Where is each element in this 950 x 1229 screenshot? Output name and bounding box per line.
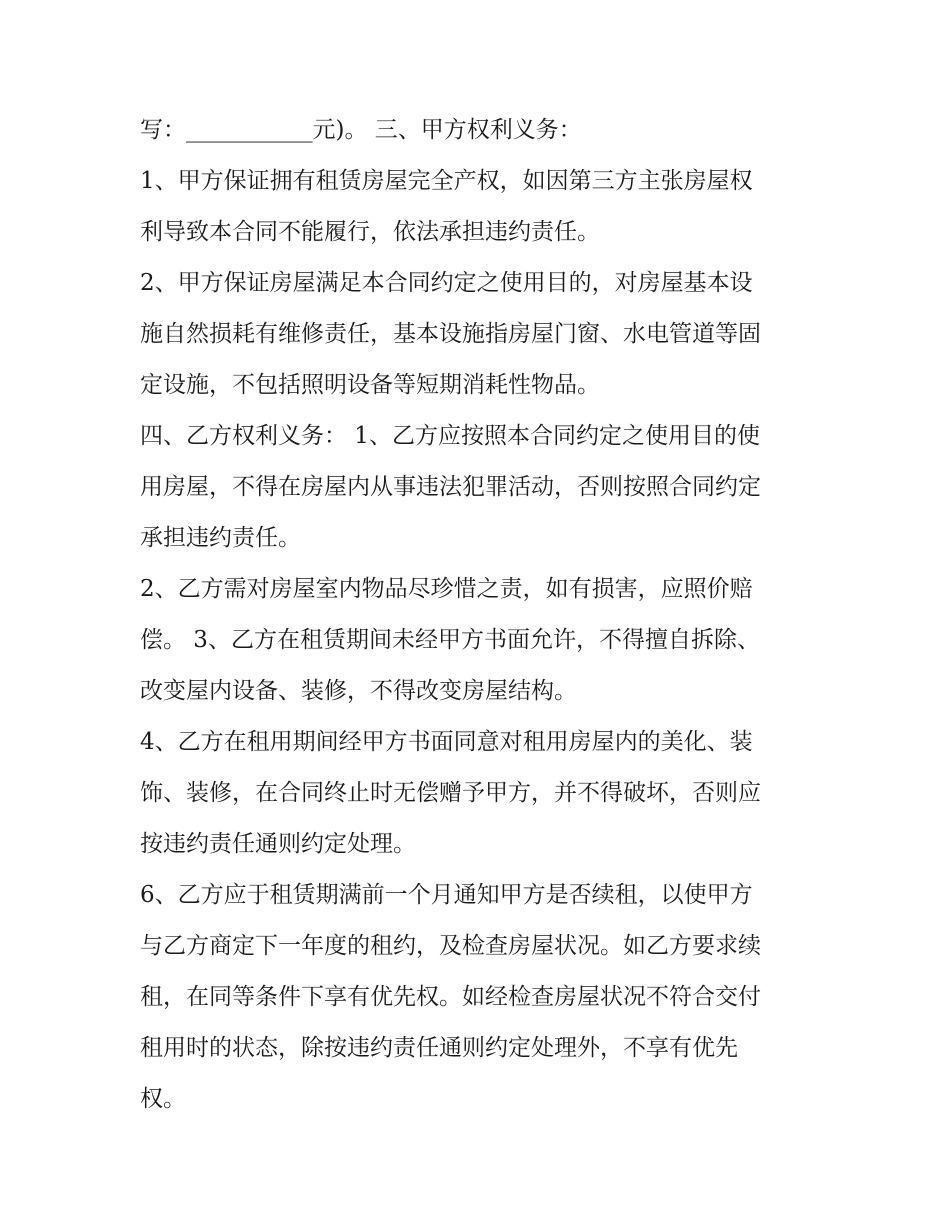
text-line: 权。: [140, 1086, 186, 1112]
text-line: 按违约责任通则约定处理。: [140, 831, 416, 857]
text-line: 6、乙方应于租赁期满前一个月通知甲方是否续租，以使甲方: [140, 882, 753, 908]
text-line: 定设施，不包括照明设备等短期消耗性物品。: [140, 372, 600, 398]
text-line: 改变屋内设备、装修，不得改变房屋结构。: [140, 678, 577, 704]
text-line: 用房屋，不得在房屋内从事违法犯罪活动，否则按照合同约定: [140, 474, 761, 500]
text-line: 四、乙方权利义务： 1、乙方应按照本合同约定之使用目的使: [140, 423, 760, 449]
text-line: 2、甲方保证房屋满足本合同约定之使用目的，对房屋基本设: [140, 270, 753, 296]
text-line: 租，在同等条件下享有优先权。如经检查房屋状况不符合交付: [140, 984, 761, 1010]
text-line: 施自然损耗有维修责任，基本设施指房屋门窗、水电管道等固: [140, 321, 761, 347]
text-line: 1、甲方保证拥有租赁房屋完全产权，如因第三方主张房屋权: [140, 168, 753, 194]
text-line: 4、乙方在租用期间经甲方书面同意对租用房屋内的美化、装: [140, 729, 753, 755]
text-line: 租用时的状态，除按违约责任通则约定处理外，不享有优先: [140, 1035, 738, 1061]
text-line: 2、乙方需对房屋室内物品尽珍惜之责，如有损害，应照价赔: [140, 576, 753, 602]
text-line: 偿。 3、乙方在租赁期间未经甲方书面允许，不得擅自拆除、: [140, 627, 760, 653]
document-body: [140, 108, 820, 1128]
text-line: 写：___________元)。 三、甲方权利义务：: [140, 117, 582, 143]
text-line: 利导致本合同不能履行，依法承担违约责任。: [140, 219, 600, 245]
text-line: 承担违约责任。: [140, 525, 301, 551]
text-line: 饰、装修，在合同终止时无偿赠予甲方，并不得破坏，否则应: [140, 780, 761, 806]
text-line: 与乙方商定下一年度的租约，及检查房屋状况。如乙方要求续: [140, 933, 761, 959]
